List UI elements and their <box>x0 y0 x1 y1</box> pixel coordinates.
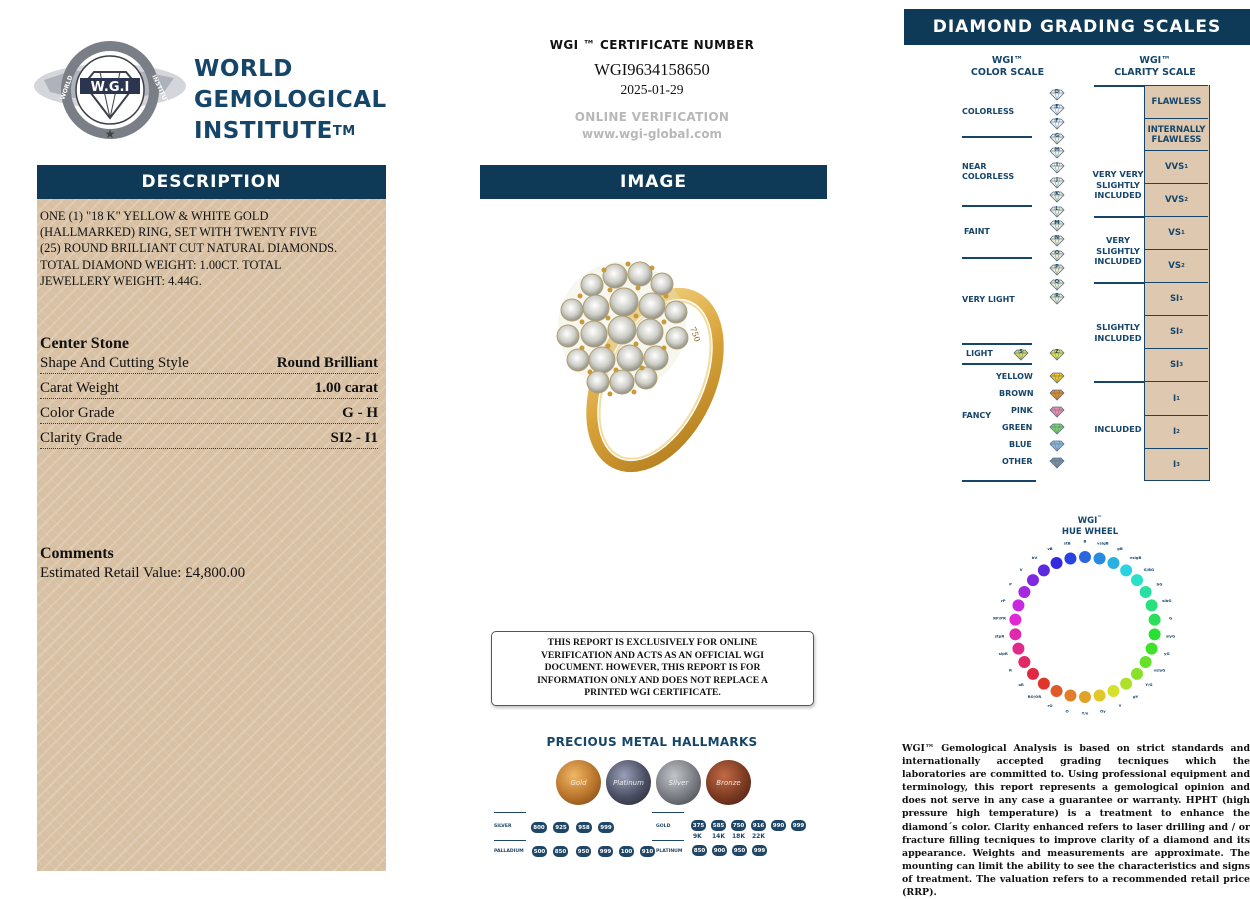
hue-label: G/BG <box>1143 566 1155 572</box>
ring-photo <box>540 240 730 475</box>
hue-dot <box>1093 689 1106 702</box>
hue-label: RO/OR <box>1027 694 1042 700</box>
palladium-chip: 500 <box>532 846 547 857</box>
silver-chip: 925 <box>553 822 569 833</box>
hue-label: vslyG <box>1153 667 1166 673</box>
hue-label: vslgB <box>1097 540 1109 546</box>
clarity-grade-cell: I 3 <box>1145 448 1208 481</box>
hue-label: stB <box>1063 540 1071 546</box>
platinum-chip: 950 <box>732 845 747 856</box>
hue-dot <box>1050 557 1063 570</box>
hue-label: stpR <box>994 633 1005 639</box>
hue-dot <box>1037 677 1050 690</box>
fancy-other-gem-icon <box>1049 456 1065 468</box>
hue-dot <box>1018 656 1031 669</box>
online-notice-box <box>491 631 814 706</box>
logo-line-2: GEMOLOGICAL <box>194 87 387 113</box>
hue-dot <box>1079 691 1092 704</box>
clarity-group-vs: VERY SLIGHTLY INCLUDED <box>1094 235 1142 266</box>
hue-dot <box>1107 684 1120 697</box>
color-group-very-light: VERY LIGHT <box>962 295 1015 304</box>
clarity-scale-title: WGI™ CLARITY SCALE <box>1114 55 1196 78</box>
scale-separator <box>962 205 1032 207</box>
hue-dot <box>1079 551 1092 564</box>
clarity-scale-box <box>1144 85 1210 481</box>
platinum-hallmark-label: PLATINUM <box>656 849 683 854</box>
online-verification-label: ONLINE VERIFICATION <box>574 110 730 124</box>
clarity-grade-cell: I 2 <box>1145 415 1208 448</box>
color-group-faint: FAINT <box>964 227 990 236</box>
description-panel <box>37 199 386 871</box>
spec-label: Clarity Grade <box>40 430 123 446</box>
color-letter-o-icon: O <box>1049 249 1065 261</box>
karat-label: 22K <box>752 833 765 840</box>
karat-label: 18K <box>732 833 745 840</box>
hue-label: gY <box>1132 694 1139 700</box>
clarity-separator <box>1094 381 1144 383</box>
hue-dot <box>1012 642 1025 655</box>
hue-dot <box>1064 552 1077 565</box>
fancy-color-brown: BROWN <box>999 389 1034 398</box>
gold-medal-icon: Gold <box>556 760 601 805</box>
clarity-grade-cell: I 1 <box>1145 381 1208 415</box>
fancy-color-other: OTHER <box>1002 457 1033 466</box>
gold-chip: 999 <box>791 820 806 831</box>
clarity-separator <box>1094 216 1144 218</box>
clarity-group-vvs: VERY VERY SLIGHTLY INCLUDED <box>1092 169 1144 200</box>
hue-dot <box>1139 656 1152 669</box>
hue-label: slbG <box>1162 597 1172 603</box>
color-letter-n-icon: N <box>1049 234 1065 246</box>
hue-label: bG <box>1156 581 1163 587</box>
hue-label: Y <box>1118 703 1122 709</box>
hue-label: V <box>1019 566 1023 572</box>
fancy-color-yellow: YELLOW <box>996 372 1033 381</box>
palladium-chip: 850 <box>553 846 568 857</box>
clarity-grade-cell: VS 2 <box>1145 249 1208 282</box>
gold-chip: 916 <box>751 820 766 831</box>
hue-dot <box>1050 684 1063 697</box>
certificate-date: 2025-01-29 <box>620 82 684 97</box>
hue-dot <box>1012 599 1025 612</box>
svg-text:★: ★ <box>104 127 116 141</box>
spec-row-clarity <box>40 427 378 449</box>
hue-dot <box>1148 628 1161 641</box>
comments-title: Comments <box>40 545 114 562</box>
disclaimer-text: WGI™ Gemological Analysis is based on strict standards and internationally accepted grading tecniques which the laboratories are committed to. Using professional equipment and terminology, this report represents a gemological opinion and does not serve in any case a guarantee or warranty. HPHT (high pressure high temperature) is a treatment to enhance the diamond´s color. Clarity enhanced refers to laser drilling and / or fracture filling tecniques to improve clarity of a diamond and its appearance. Weights and measurements are approximate. The mounting can limit the ability to see the characteristics and signs of treatment. The valuation refers to a recommended retail price (RRP). <box>902 743 1250 899</box>
spec-label: Carat Weight <box>40 380 119 396</box>
hue-label: RP/PR <box>993 615 1006 621</box>
clarity-grade-cell: VVS 1 <box>1145 150 1208 183</box>
scale-separator <box>962 343 1032 345</box>
logo-line-1: WORLD <box>194 56 293 82</box>
silver-chip: 999 <box>598 822 614 833</box>
emblem-text: W.G.I <box>90 80 130 95</box>
color-letter-j-icon: J <box>1049 176 1065 188</box>
verification-url-link[interactable]: www.wgi-global.com <box>582 127 722 141</box>
clarity-grade-cell: VVS 2 <box>1145 183 1208 216</box>
hue-label: O <box>1065 708 1069 714</box>
color-letter-m-icon: M <box>1049 219 1065 231</box>
notice-text: THIS REPORT IS EXCLUSIVELY FOR ONLINE VERIFICATION AND ACTS AS AN OFFICIAL WGI DOCUMENT. HOWEVER, THIS REPORT IS FOR INFORMATION ONLY AND DOES NOT REPLACE A PRINTED WGI CERTIFICATE. <box>537 637 768 699</box>
hue-label: R <box>1009 667 1012 673</box>
hallmarks-title: PRECIOUS METAL HALLMARKS <box>546 735 758 749</box>
scale-separator <box>962 363 1032 365</box>
hue-dot <box>1145 642 1158 655</box>
certificate-number-label: WGI ™ CERTIFICATE NUMBER <box>549 38 755 52</box>
platinum-chip: 900 <box>712 845 727 856</box>
color-letter-p-icon: P <box>1049 263 1065 275</box>
hue-wheel-title: WGI™ HUE WHEEL <box>1061 515 1119 537</box>
fancy-brown-gem-icon <box>1049 388 1065 400</box>
color-letter-q-icon: Q <box>1049 278 1065 290</box>
fancy-label: FANCY <box>962 411 992 420</box>
spec-label: Color Grade <box>40 405 115 421</box>
clarity-grade-cell: INTERNALLY FLAWLESS <box>1145 118 1208 150</box>
clarity-grade-cell: VS 1 <box>1145 216 1208 249</box>
hue-dot <box>1131 574 1144 587</box>
fancy-pink-gem-icon <box>1049 405 1065 417</box>
hue-label: B <box>1083 538 1087 544</box>
silver-hallmark-label: SILVER <box>494 824 512 829</box>
spec-value: 1.00 carat <box>314 380 378 396</box>
spec-row-color <box>40 402 378 424</box>
spec-value: Round Brilliant <box>276 355 378 371</box>
hue-label: Y/G <box>1145 682 1153 688</box>
color-letter-s-icon: S <box>1013 348 1029 360</box>
hue-label: Oy <box>1100 708 1106 714</box>
clarity-grade-cell: SI 2 <box>1145 315 1208 348</box>
hue-dot <box>1107 557 1120 570</box>
fancy-blue-gem-icon <box>1049 439 1065 451</box>
institute-name <box>194 54 387 147</box>
color-letter-d-icon: D <box>1049 88 1065 100</box>
spec-value: G - H <box>342 405 378 421</box>
description-text: ONE (1) "18 K" YELLOW & WHITE GOLD (HALLMARKED) RING, SET WITH TWENTY FIVE (25) ROUND BRILLIANT CUT NATURAL DIAMONDS. TOTAL DIAMOND WEIGHT: 1.00CT. TOTAL JEWELLERY WEIGHT: 4.44G. <box>40 209 338 288</box>
color-letter-e-icon: E <box>1049 103 1065 115</box>
platinum-chip: 999 <box>752 845 767 856</box>
center-stone-title: Center Stone <box>40 335 130 352</box>
hue-dot <box>1037 564 1050 577</box>
color-group-colorless: COLORLESS <box>962 107 1015 116</box>
silver-chip: 958 <box>576 822 592 833</box>
hallmark-divider <box>494 812 526 813</box>
description-header: DESCRIPTION <box>37 165 386 199</box>
hue-dot <box>1009 628 1022 641</box>
clarity-grade-cell: SI 3 <box>1145 348 1208 381</box>
color-letter-l-icon: L <box>1049 205 1065 217</box>
clarity-grade-cell: SI 1 <box>1145 282 1208 315</box>
scale-separator <box>962 257 1032 259</box>
hue-dot <box>1148 613 1161 626</box>
wgi-emblem-icon <box>34 40 186 144</box>
hue-label: vslgB <box>1129 554 1142 560</box>
spec-row-carat <box>40 377 378 399</box>
svg-text:WORLD: WORLD <box>59 74 75 101</box>
hue-label: yG <box>1163 651 1170 657</box>
hue-label: Y/o <box>1081 710 1089 716</box>
clarity-separator <box>1094 282 1144 284</box>
logo-line-3: INSTITUTE™ <box>194 118 356 144</box>
hue-label: rO <box>1047 703 1053 709</box>
platinum-chip: 850 <box>692 845 707 856</box>
hue-dot <box>1139 586 1152 599</box>
hue-label: G <box>1168 615 1173 621</box>
hue-dot <box>1120 677 1133 690</box>
scale-separator <box>962 480 1036 482</box>
hue-dot <box>1131 667 1144 680</box>
palladium-chip: 950 <box>576 846 591 857</box>
karat-label: 14K <box>712 833 725 840</box>
palladium-hallmark-label: PALLADIUM <box>494 849 524 854</box>
karat-label: 9K <box>693 833 702 840</box>
hue-dot <box>1018 586 1031 599</box>
hue-dot <box>1009 613 1022 626</box>
gold-chip: 750 <box>731 820 746 831</box>
spec-row-shape <box>40 352 378 374</box>
hue-label: vB <box>1047 545 1053 551</box>
fancy-color-pink: PINK <box>1011 406 1033 415</box>
clarity-group-si: SLIGHTLY INCLUDED <box>1094 322 1142 343</box>
hue-label: rP <box>1000 597 1006 603</box>
spec-label: Shape And Cutting Style <box>40 355 189 371</box>
color-letter-h-icon: H <box>1049 146 1065 158</box>
hue-dot <box>1120 564 1133 577</box>
platinum-medal-icon: Platinum <box>606 760 651 805</box>
color-scale-title: WGI™ COLOR SCALE <box>970 55 1045 78</box>
wgi-logo <box>34 40 394 150</box>
clarity-group-included: INCLUDED <box>1094 424 1142 434</box>
silver-chip: 800 <box>531 822 547 833</box>
hue-label: slyG <box>1165 633 1176 639</box>
image-header: IMAGE <box>480 165 827 199</box>
gold-chip: 990 <box>771 820 786 831</box>
fancy-green-gem-icon <box>1049 422 1065 434</box>
clarity-grade-cell: FLAWLESS <box>1145 85 1208 118</box>
hue-dot <box>1026 667 1039 680</box>
color-letter-k-icon: K <box>1049 190 1065 202</box>
scale-separator <box>962 136 1032 138</box>
grading-scales-header: DIAMOND GRADING SCALES <box>904 9 1250 45</box>
palladium-chip: 910 <box>640 846 655 857</box>
diamond-cluster <box>557 262 688 397</box>
silver-medal-icon: Silver <box>656 760 701 805</box>
color-letter-r-icon: R <box>1049 292 1065 304</box>
hue-dot <box>1064 689 1077 702</box>
certificate-number: WGI9634158650 <box>594 60 710 79</box>
hallmark-divider <box>652 840 684 841</box>
hallmark-divider <box>494 840 526 841</box>
clarity-separator <box>1094 85 1144 87</box>
gold-chip: 375 <box>691 820 706 831</box>
hallmark-divider <box>652 812 684 813</box>
bronze-medal-icon: Bronze <box>706 760 751 805</box>
hue-dot <box>1145 599 1158 612</box>
fancy-color-green: GREEN <box>1002 423 1033 432</box>
color-letter-z-icon: Z <box>1049 348 1065 360</box>
color-group-near-colorless: NEAR COLORLESS <box>962 162 1015 181</box>
gold-hallmark-label: GOLD <box>656 824 671 829</box>
fancy-color-blue: BLUE <box>1009 440 1032 449</box>
ring-engraving: 750 <box>688 325 702 344</box>
color-group-light: LIGHT <box>966 349 993 358</box>
hue-label: P <box>1009 581 1012 587</box>
hue-dot <box>1026 574 1039 587</box>
hue-wheel-chart <box>975 535 1195 725</box>
hue-dot <box>1093 552 1106 565</box>
hue-label: bV <box>1031 554 1038 560</box>
color-letter-f-icon: F <box>1049 117 1065 129</box>
svg-text:INSTITUTE: INSTITUTE <box>150 73 172 109</box>
hue-label: oR <box>1018 682 1024 688</box>
color-letter-i-icon: I <box>1049 161 1065 173</box>
hue-label: slpR <box>998 651 1008 657</box>
palladium-chip: 100 <box>619 846 634 857</box>
fancy-yellow-gem-icon <box>1049 371 1065 383</box>
comments-text: Estimated Retail Value: £4,800.00 <box>40 565 246 581</box>
hue-label: gB <box>1117 545 1123 551</box>
color-letter-g-icon: G <box>1049 132 1065 144</box>
gold-chip: 585 <box>711 820 726 831</box>
palladium-chip: 999 <box>598 846 613 857</box>
spec-value: SI2 - I1 <box>330 430 378 446</box>
